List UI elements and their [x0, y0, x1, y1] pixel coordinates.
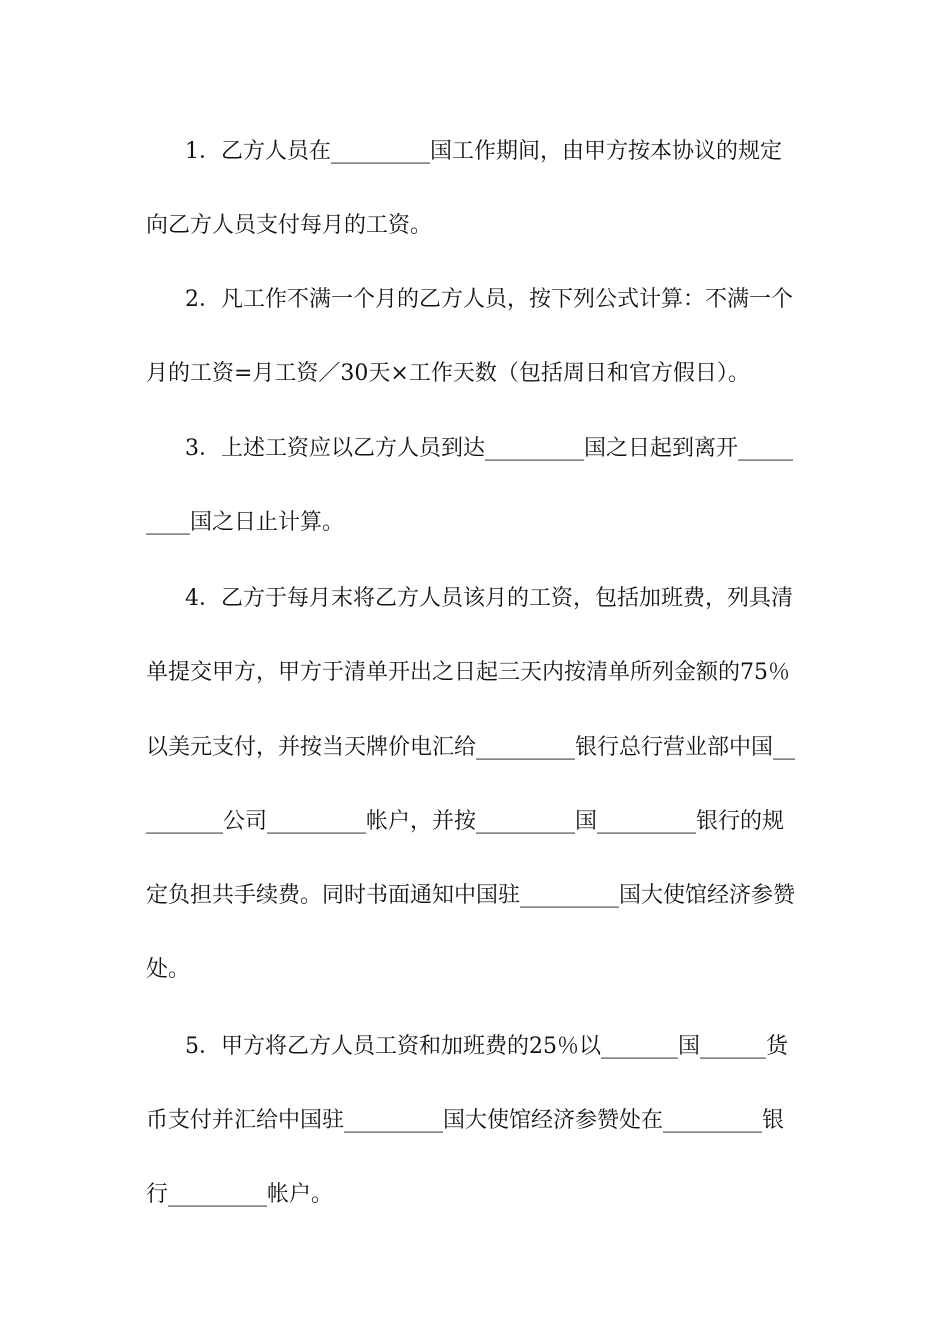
paragraph-2-line-2: 月的工资=月工资／30天×工作天数（包括周日和官方假日）。 [146, 361, 750, 386]
paragraph-1-line-1: 1．乙方人员在_________国工作期间，由甲方按本协议的规定 [185, 139, 782, 164]
paragraph-5-line-3: 行_________帐户。 [146, 1182, 334, 1207]
paragraph-1-line-2: 向乙方人员支付每月的工资。 [146, 213, 433, 238]
paragraph-3-line-1: 3．上述工资应以乙方人员到达_________国之日起到离开_____ [185, 436, 793, 461]
paragraph-2-line-1: 2．凡工作不满一个月的乙方人员，按下列公式计算：不满一个 [185, 287, 793, 312]
paragraph-4-line-3: 以美元支付，并按当天牌价电汇给_________银行总行营业部中国__ [146, 735, 796, 760]
paragraph-4-line-6: 处。 [146, 957, 191, 982]
paragraph-5-line-1: 5．甲方将乙方人员工资和加班费的25％以_______国______货 [185, 1034, 788, 1059]
paragraph-4-line-2: 单提交甲方，甲方于清单开出之日起三天内按清单所列金额的75％ [146, 660, 790, 685]
paragraph-4-line-5: 定负担共手续费。同时书面通知中国驻_________国大使馆经济参赞 [146, 883, 796, 908]
paragraph-3-line-2: ____国之日止计算。 [146, 510, 345, 535]
paragraph-4-line-1: 4．乙方于每月末将乙方人员该月的工资，包括加班费，列具清 [185, 586, 793, 611]
paragraph-5-line-2: 币支付并汇给中国驻_________国大使馆经济参赞处在_________银 [146, 1108, 785, 1133]
paragraph-4-line-4: _______公司_________帐户，并按_________国_________银行的规 [146, 809, 785, 834]
